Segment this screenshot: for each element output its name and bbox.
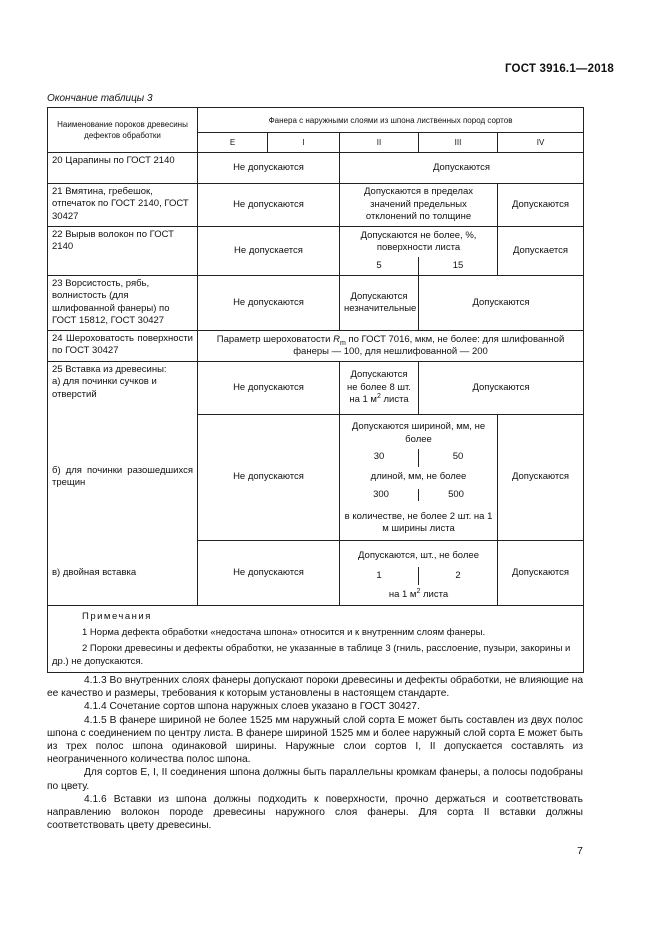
grade-header-iii: III [419,133,498,153]
cell-21-e-i: Не допускаются [198,184,340,227]
cell-25c-per-text: на 1 м [388,589,417,601]
cell-25c-iv: Допускаются [498,541,584,606]
body-text [47,674,583,832]
table-row-22 [48,227,584,258]
roughness-symbol-sub: m [339,339,346,347]
cell-22-ii: 5 [340,257,419,276]
grade-header-iv: IV [498,133,584,153]
cell-24-roughness [198,331,584,362]
cell-25b-length-label: длиной, мм, не более [370,470,467,482]
roughness-symbol: R [333,333,340,345]
col-header-defect-name: Наименование пороков древесины дефектов обработки [48,108,198,153]
table-row-25c [48,541,584,568]
defect-name-25a [48,362,198,415]
defect-name-23: 23 Ворсистость, рябь, волнистость (для шлифованной фанеры) по ГОСТ 15812, ГОСТ 30427 [48,276,198,331]
cell-25c-per-after: листа [420,589,449,601]
defect-title-25: 25 Вставка из древесины: [52,364,167,375]
cell-23-e-i: Не допускаются [198,276,340,331]
cell-25b-width-iii: 50 [419,449,498,467]
grade-header-e: Е [198,133,268,153]
cell-20-ii-iv: Допускаются [340,153,584,184]
cell-25a-iii-iv: Допускаются [419,362,584,415]
paragraph-4-1-5-cont: Для сортов Е, I, II соединения шпона должны быть параллельны кромкам фанеры, а полосы подобраны по цвету. [47,767,583,792]
cell-22-ii-iii-label: Допускаются не более, %, поверхности листа [340,227,498,258]
grade-header-i: I [268,133,340,153]
cell-25a-ii-sup: 2 [376,392,381,400]
cell-25b-width-label: Допускаются шириной, мм, не более [340,414,498,449]
cell-25b-iv: Допускаются [498,414,584,541]
cell-25c-ii: 1 [340,567,419,585]
table-notes [48,606,584,673]
standard-header: ГОСТ 3916.1—2018 [504,63,614,75]
cell-21-iv: Допускаются [498,184,584,227]
defect-name-21: 21 Вмятина, гребешок, отпечаток по ГОСТ 2140, ГОСТ 30427 [48,184,198,227]
defects-table [47,107,584,673]
paragraph-4-1-6: 4.1.6 Вставки из шпона должны подходить к поверхности, прочно держаться и соответствовать направлению волокон породе древесины наружного слоя фанеры. Для сорта II вставки должны соответствовать цвету древесины. [47,793,583,832]
table-caption: Окончание таблицы 3 [47,93,153,104]
table-row-24 [48,331,584,362]
cell-25a-ii [340,362,419,415]
grade-header-ii: II [340,133,419,153]
cell-25c-iii: 2 [419,567,498,585]
cell-23-iii-iv: Допускаются [419,276,584,331]
defect-name-25b: б) для починки разошедшихся трещин [48,414,198,541]
table-notes-row [48,606,584,673]
roughness-text-before: Параметр шероховатости [216,333,334,345]
table-row-25b [48,414,584,449]
note-1: 1 Норма дефекта обработки «недостача шпона» относится и к внутренним слоям фанеры. [82,627,486,639]
table-row-20 [48,153,584,184]
cell-20-e-i: Не допускаются [198,153,340,184]
notes-title: Примечания [82,611,152,623]
cell-22-e-i: Не допускается [198,227,340,276]
paragraph-4-1-4: 4.1.4 Сочетание сортов шпона наружных слоев указано в ГОСТ 30427. [84,701,420,713]
defect-sub-25a: а) для починки сучков и отверстий [52,376,157,400]
note-2: 2 Пороки древесины и дефекты обработки, не указанные в таблице 3 (гниль, расслоение, пузыри, закорины и др.) не допускаются. [52,643,571,668]
page-number: 7 [577,845,583,857]
roughness-text-after: по ГОСТ 7016, мкм, не более: для шлифованной фанеры — 100, для нешлифованной — 200 [293,333,565,357]
cell-22-iv: Допускается [498,227,584,276]
table-header-row [48,108,584,133]
cell-25c-per [340,585,498,606]
cell-25c-label: Допускаются, шт., не более [340,541,498,568]
defect-name-22: 22 Вырыв волокон по ГОСТ 2140 [48,227,198,276]
cell-25b-length-iii: 500 [418,489,493,501]
cell-25a-ii-after: листа [380,393,409,405]
cell-25b-length-values [344,489,493,501]
cell-25b-length-ii: 300 [373,488,389,500]
defect-name-25c: в) двойная вставка [48,541,198,606]
table-row-25a [48,362,584,415]
defect-name-24: 24 Шероховатость поверхности по ГОСТ 30427 [48,331,198,362]
table-row-21 [48,184,584,227]
table-row-23 [48,276,584,331]
cell-25a-ii-text: Допускаются не более 8 шт. на 1 м [347,369,411,405]
cell-25b-e-i: Не допускаются [198,414,340,541]
cell-23-ii: Допускаются незначительные [340,276,419,331]
cell-25c-per-sup: 2 [416,587,421,595]
cell-21-ii-iii: Допускаются в пределах значений предельных отклонений по толщине [340,184,498,227]
cell-25a-e-i: Не допускаются [198,362,340,415]
cell-25b-width-ii: 30 [340,449,419,467]
cell-25b-count: в количестве, не более 2 шт. на 1 м ширины листа [340,503,498,541]
cell-25b-length [340,467,498,504]
paragraph-4-1-3: 4.1.3 Во внутренних слоях фанеры допускают пороки древесины и дефекты обработки, не влияющие на ее качество и размеры, требования к которым установлены в настоящем стандарте. [47,675,583,700]
paragraph-4-1-5: 4.1.5 В фанере шириной не более 1525 мм наружный слой сорта Е может быть составлен из двух полос шпона с соединением по центру листа. В фанере шириной 1525 мм и более наружный слой сорта Е может быть из трех полос шпона одинаковой ширины. Наружные слои сортов I, II допускается составлять из неограниченного количества полос шпона. [47,714,583,766]
cell-25c-e-i: Не допускаются [198,541,340,606]
col-header-plywood-grades: Фанера с наружными слоями из шпона лиственных пород сортов [198,108,584,133]
cell-22-iii: 15 [419,257,498,276]
defect-name-20: 20 Царапины по ГОСТ 2140 [48,153,198,184]
